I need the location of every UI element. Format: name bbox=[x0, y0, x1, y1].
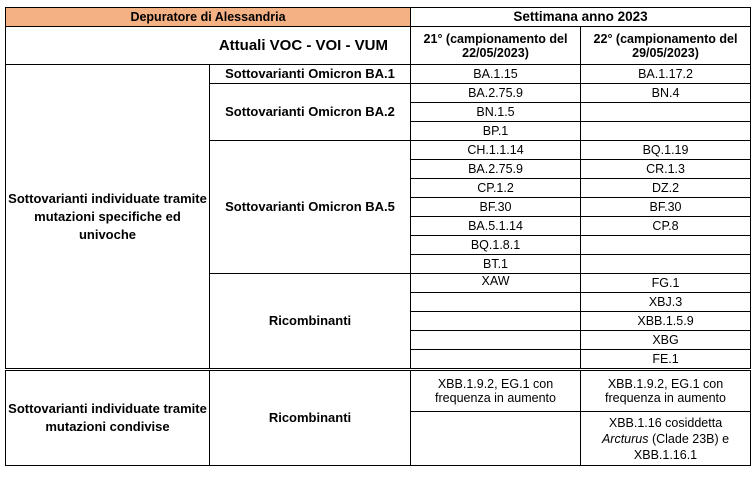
cell-w22: BF.30 bbox=[581, 198, 751, 217]
shared-mutations-label: Sottovarianti individuate tramite mutazioni condivise bbox=[6, 370, 210, 466]
cell-w21: CH.1.1.14 bbox=[411, 141, 581, 160]
cell-w21 bbox=[411, 293, 581, 312]
group-ba1: Sottovarianti Omicron BA.1 bbox=[210, 65, 411, 84]
cell-w22 bbox=[581, 103, 751, 122]
week-title: Settimana anno 2023 bbox=[411, 8, 751, 27]
cell-w21-empty bbox=[411, 412, 581, 466]
cell-w21 bbox=[411, 350, 581, 370]
group-recombinants-shared: Ricombinanti bbox=[210, 370, 411, 466]
cell-w21: CP.1.2 bbox=[411, 179, 581, 198]
group-ba2: Sottovarianti Omicron BA.2 bbox=[210, 84, 411, 141]
arcturus-line-c: (Clade 23B) e bbox=[651, 431, 730, 446]
group-ba5: Sottovarianti Omicron BA.5 bbox=[210, 141, 411, 274]
cell-w22-arcturus bbox=[581, 412, 751, 466]
cell-w21: BA.1.15 bbox=[411, 65, 581, 84]
week22-header: 22° (campionamento del 29/05/2023) bbox=[581, 27, 751, 65]
site-header: Depuratore di Alessandria bbox=[6, 8, 411, 27]
cell-w22: XBG bbox=[581, 331, 751, 350]
variants-table-container bbox=[5, 7, 751, 466]
cell-w21: BQ.1.8.1 bbox=[411, 236, 581, 255]
cell-w22: FG.1 bbox=[581, 274, 751, 293]
cell-w22: XBB.1.5.9 bbox=[581, 312, 751, 331]
arcturus-line-a: XBB.1.16 cosiddetta bbox=[608, 415, 723, 430]
cell-w22: BQ.1.19 bbox=[581, 141, 751, 160]
cell-w22: DZ.2 bbox=[581, 179, 751, 198]
cell-w21: BT.1 bbox=[411, 255, 581, 274]
cell-w22 bbox=[581, 236, 751, 255]
arcturus-name: Arcturus bbox=[601, 431, 649, 446]
cell-w21: BA.2.75.9 bbox=[411, 160, 581, 179]
cell-w22 bbox=[581, 122, 751, 141]
cell-w22: BA.1.17.2 bbox=[581, 65, 751, 84]
arcturus-line-d: XBB.1.16.1 bbox=[633, 447, 698, 462]
cell-w22 bbox=[581, 255, 751, 274]
cell-w21: BN.1.5 bbox=[411, 103, 581, 122]
variants-title: Attuali VOC - VOI - VUM bbox=[6, 27, 411, 65]
cell-w22: XBB.1.9.2, EG.1 con frequenza in aumento bbox=[581, 370, 751, 412]
group-recombinants-specific: Ricombinanti bbox=[210, 274, 411, 370]
cell-w21: BA.2.75.9 bbox=[411, 84, 581, 103]
week21-header: 21° (campionamento del 22/05/2023) bbox=[411, 27, 581, 65]
cell-w21: BP.1 bbox=[411, 122, 581, 141]
variants-table bbox=[5, 7, 751, 466]
cell-w22: XBJ.3 bbox=[581, 293, 751, 312]
cell-w22: FE.1 bbox=[581, 350, 751, 370]
cell-w21 bbox=[411, 331, 581, 350]
cell-w22: BN.4 bbox=[581, 84, 751, 103]
cell-w21: XBB.1.9.2, EG.1 con frequenza in aumento bbox=[411, 370, 581, 412]
cell-w22: CP.8 bbox=[581, 217, 751, 236]
cell-w21: XAW bbox=[411, 274, 581, 293]
specific-mutations-label: Sottovarianti individuate tramite mutazioni specifiche ed univoche bbox=[6, 65, 210, 370]
cell-w21 bbox=[411, 312, 581, 331]
cell-w21: BA.5.1.14 bbox=[411, 217, 581, 236]
cell-w22: CR.1.3 bbox=[581, 160, 751, 179]
cell-w21: BF.30 bbox=[411, 198, 581, 217]
